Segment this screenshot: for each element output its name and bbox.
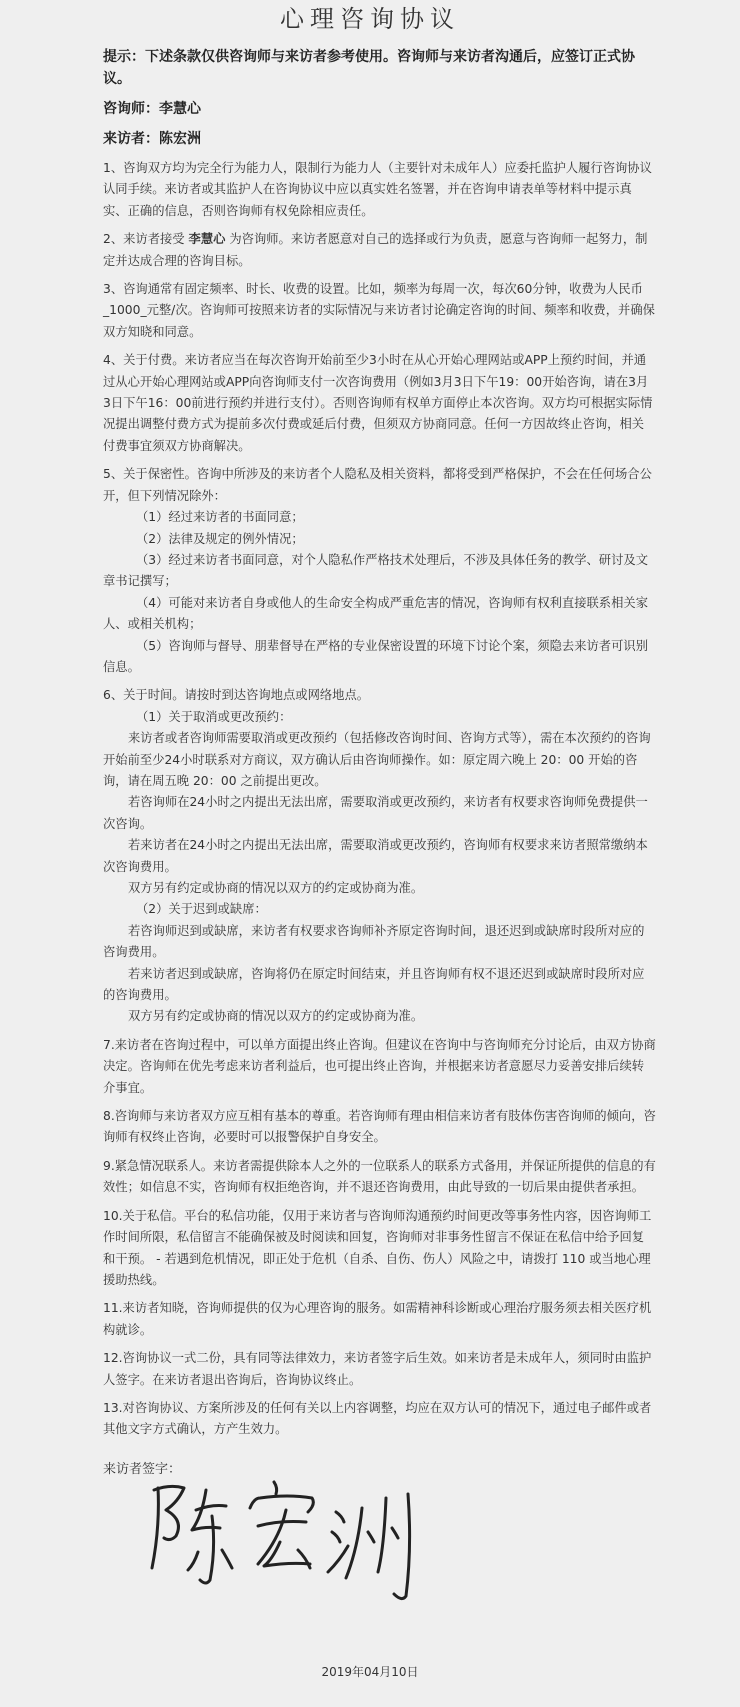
document-title: 心理咨询协议 <box>280 5 460 33</box>
clause-13: 13.对咨询协议、方案所涉及的任何有关以上内容调整，均应在双方认可的情况下，通过电子邮件或者其他文字方式确认，方产生效力。 <box>103 1400 652 1437</box>
counselor-label: 咨询师： <box>103 101 159 117</box>
clause-10: 10.关于私信。平台的私信功能，仅用于来访者与咨询师沟通预约时间更改等事务性内容，因咨询师工作时间所限，私信留言不能确保被及时阅读和回复，咨询师对非事务性留言不保证在私信中给予回复和干预。 - 若遇到危机情况，即正处于危机（自杀、自伤、伤人）风险之中，请拨打 110 或当地心理援助热线。 <box>103 1208 652 1287</box>
signing-date: 2019年04月10日 <box>321 1665 419 1679</box>
clause-5-item: （4）可能对来访者自身或他人的生命安全构成严重危害的情况，咨询师有权利直接联系相关家人、或相关机构； <box>103 595 648 632</box>
counselor-line <box>103 98 656 120</box>
clause-6-sub1-para: 双方另有约定或协商的情况以双方的约定或协商为准。 <box>128 881 424 895</box>
clause-6-sub1-para: 来访者或者咨询师需要取消或更改预约（包括修改咨询时间、咨询方式等），需在本次预约的咨询开始前至少24小时联系对方商议，双方确认后由咨询师操作。如：原定周六晚上 20：00 开始的咨询，请在周五晚 20：00 之前提出更改。 <box>103 731 651 788</box>
clause-5-intro: 5、关于保密性。咨询中所涉及的来访者个人隐私及相关资料，都将受到严格保护，不会在任何场合公开，但下列情况除外： <box>103 467 652 503</box>
clause-6 <box>103 685 656 1028</box>
clause-1: 1、咨询双方均为完全行为能力人，限制行为能力人（主要针对未成年人）应委托监护人履行咨询协议认同手续。来访者或其监护人在咨询协议中应以真实姓名签署，并在咨询申请表单等材料中提示真实、正确的信息，否则咨询师有权免除相应责任。 <box>103 161 652 218</box>
client-line <box>103 128 656 150</box>
clause-7: 7.来访者在咨询过程中，可以单方面提出终止咨询。但建议在咨询中与咨询师充分讨论后，由双方协商决定。咨询师在优先考虑来访者利益后，也可提出终止咨询，并根据来访者意愿尽力妥善安排后续转介事宜。 <box>103 1037 656 1095</box>
signature-label: 来访者签字： <box>103 1461 182 1477</box>
tip-notice: 提示：下述条款仅供咨询师与来访者参考使用。咨询师与来访者沟通后，应签订正式协议。 <box>103 49 635 87</box>
clause-6-sub1-para: 若咨询师在24小时之内提出无法出席，需要取消或更改预约，来访者有权要求咨询师免费提供一次咨询。 <box>103 795 648 831</box>
clause-9: 9.紧急情况联系人。来访者需提供除本人之外的一位联系人的联系方式备用，并保证所提供的信息的有效性；如信息不实，咨询师有权拒绝咨询，并不退还咨询费用，由此导致的一切后果由提供者承担。 <box>103 1158 656 1195</box>
clause-6-sub2-para: 双方另有约定或协商的情况以双方的约定或协商为准。 <box>128 1009 424 1024</box>
clause-2 <box>103 229 656 272</box>
document-body <box>0 38 740 1481</box>
clause-3: 3、咨询通常有固定频率、时长、收费的设置。比如，频率为每周一次，每次60分钟，收费为人民币_1000_元整/次。咨询师可按照来访者的实际情况与来访者讨论确定咨询的时间、频率和收费，并确保双方知晓和同意。 <box>103 282 655 339</box>
counselor-name: 李慧心 <box>159 101 201 117</box>
handwritten-signature <box>140 1468 440 1608</box>
clause-6-sub1-title: （1）关于取消或更改预约： <box>136 709 292 724</box>
client-name: 陈宏洲 <box>159 131 201 147</box>
clause-5-item: （1）经过来访者的书面同意； <box>136 510 304 525</box>
clause-2-counselor-name: 李慧心 <box>188 232 226 247</box>
clause-6-sub1-para: 若来访者在24小时之内提出无法出席，需要取消或更改预约，咨询师有权要求来访者照常缴纳本次咨询费用。 <box>103 838 648 874</box>
clause-11: 11.来访者知晓，咨询师提供的仅为心理咨询的服务。如需精神科诊断或心理治疗服务须去相关医疗机构就诊。 <box>103 1301 652 1337</box>
clause-5-item: （3）经过来访者书面同意，对个人隐私作严格技术处理后，不涉及具体任务的教学、研讨及文章书记撰写； <box>103 552 648 589</box>
clause-5-item: （5）咨询师与督导、朋辈督导在严格的专业保密设置的环境下讨论个案，须隐去来访者可识别信息。 <box>103 638 648 674</box>
clause-5-item: （2）法律及规定的例外情况； <box>136 531 304 546</box>
clause-2-text-a: 2、来访者接受 <box>103 232 185 247</box>
clause-6-intro: 6、关于时间。请按时到达咨询地点或网络地点。 <box>103 688 370 703</box>
clause-2-text-b: 为咨询师。来访者愿意对自己的选择或行为负责，愿意与咨询师一起努力，制定并达成合理的咨询目标。 <box>103 232 648 268</box>
clause-4: 4、关于付费。来访者应当在每次咨询开始前至少3小时在从心开始心理网站或APP上预约时间，并通过从心开始心理网站或APP向咨询师支付一次咨询费用（例如3月3日下午19：00开始咨询，请在3月3日下午16：00前进行预约并进行支付）。否则咨询师有权单方面停止本次咨询。双方均可根据实际情况提出调整付费方式为提前多次付费或延后付费，但须双方协商同意。任何一方因故终止咨询，相关付费事宜须双方协商解决。 <box>103 353 653 453</box>
clause-6-sub2-para: 若来访者迟到或缺席，咨询将仍在原定时间结束，并且咨询师有权不退还迟到或缺席时段所对应的咨询费用。 <box>103 966 645 1003</box>
clause-12: 12.咨询协议一式二份，具有同等法律效力，来访者签字后生效。如来访者是未成年人，须同时由监护人签字。在来访者退出咨询后，咨询协议终止。 <box>103 1351 652 1387</box>
client-label: 来访者： <box>103 131 159 147</box>
clause-6-sub2-para: 若咨询师迟到或缺席，来访者有权要求咨询师补齐原定咨询时间，退还迟到或缺席时段所对应的咨询费用。 <box>103 923 645 960</box>
clause-6-sub2-title: （2）关于迟到或缺席： <box>136 902 267 917</box>
clause-8: 8.咨询师与来访者双方应互相有基本的尊重。若咨询师有理由相信来访者有肢体伤害咨询师的倾向，咨询师有权终止咨询，必要时可以报警保护自身安全。 <box>103 1109 656 1145</box>
clause-5 <box>103 464 656 678</box>
